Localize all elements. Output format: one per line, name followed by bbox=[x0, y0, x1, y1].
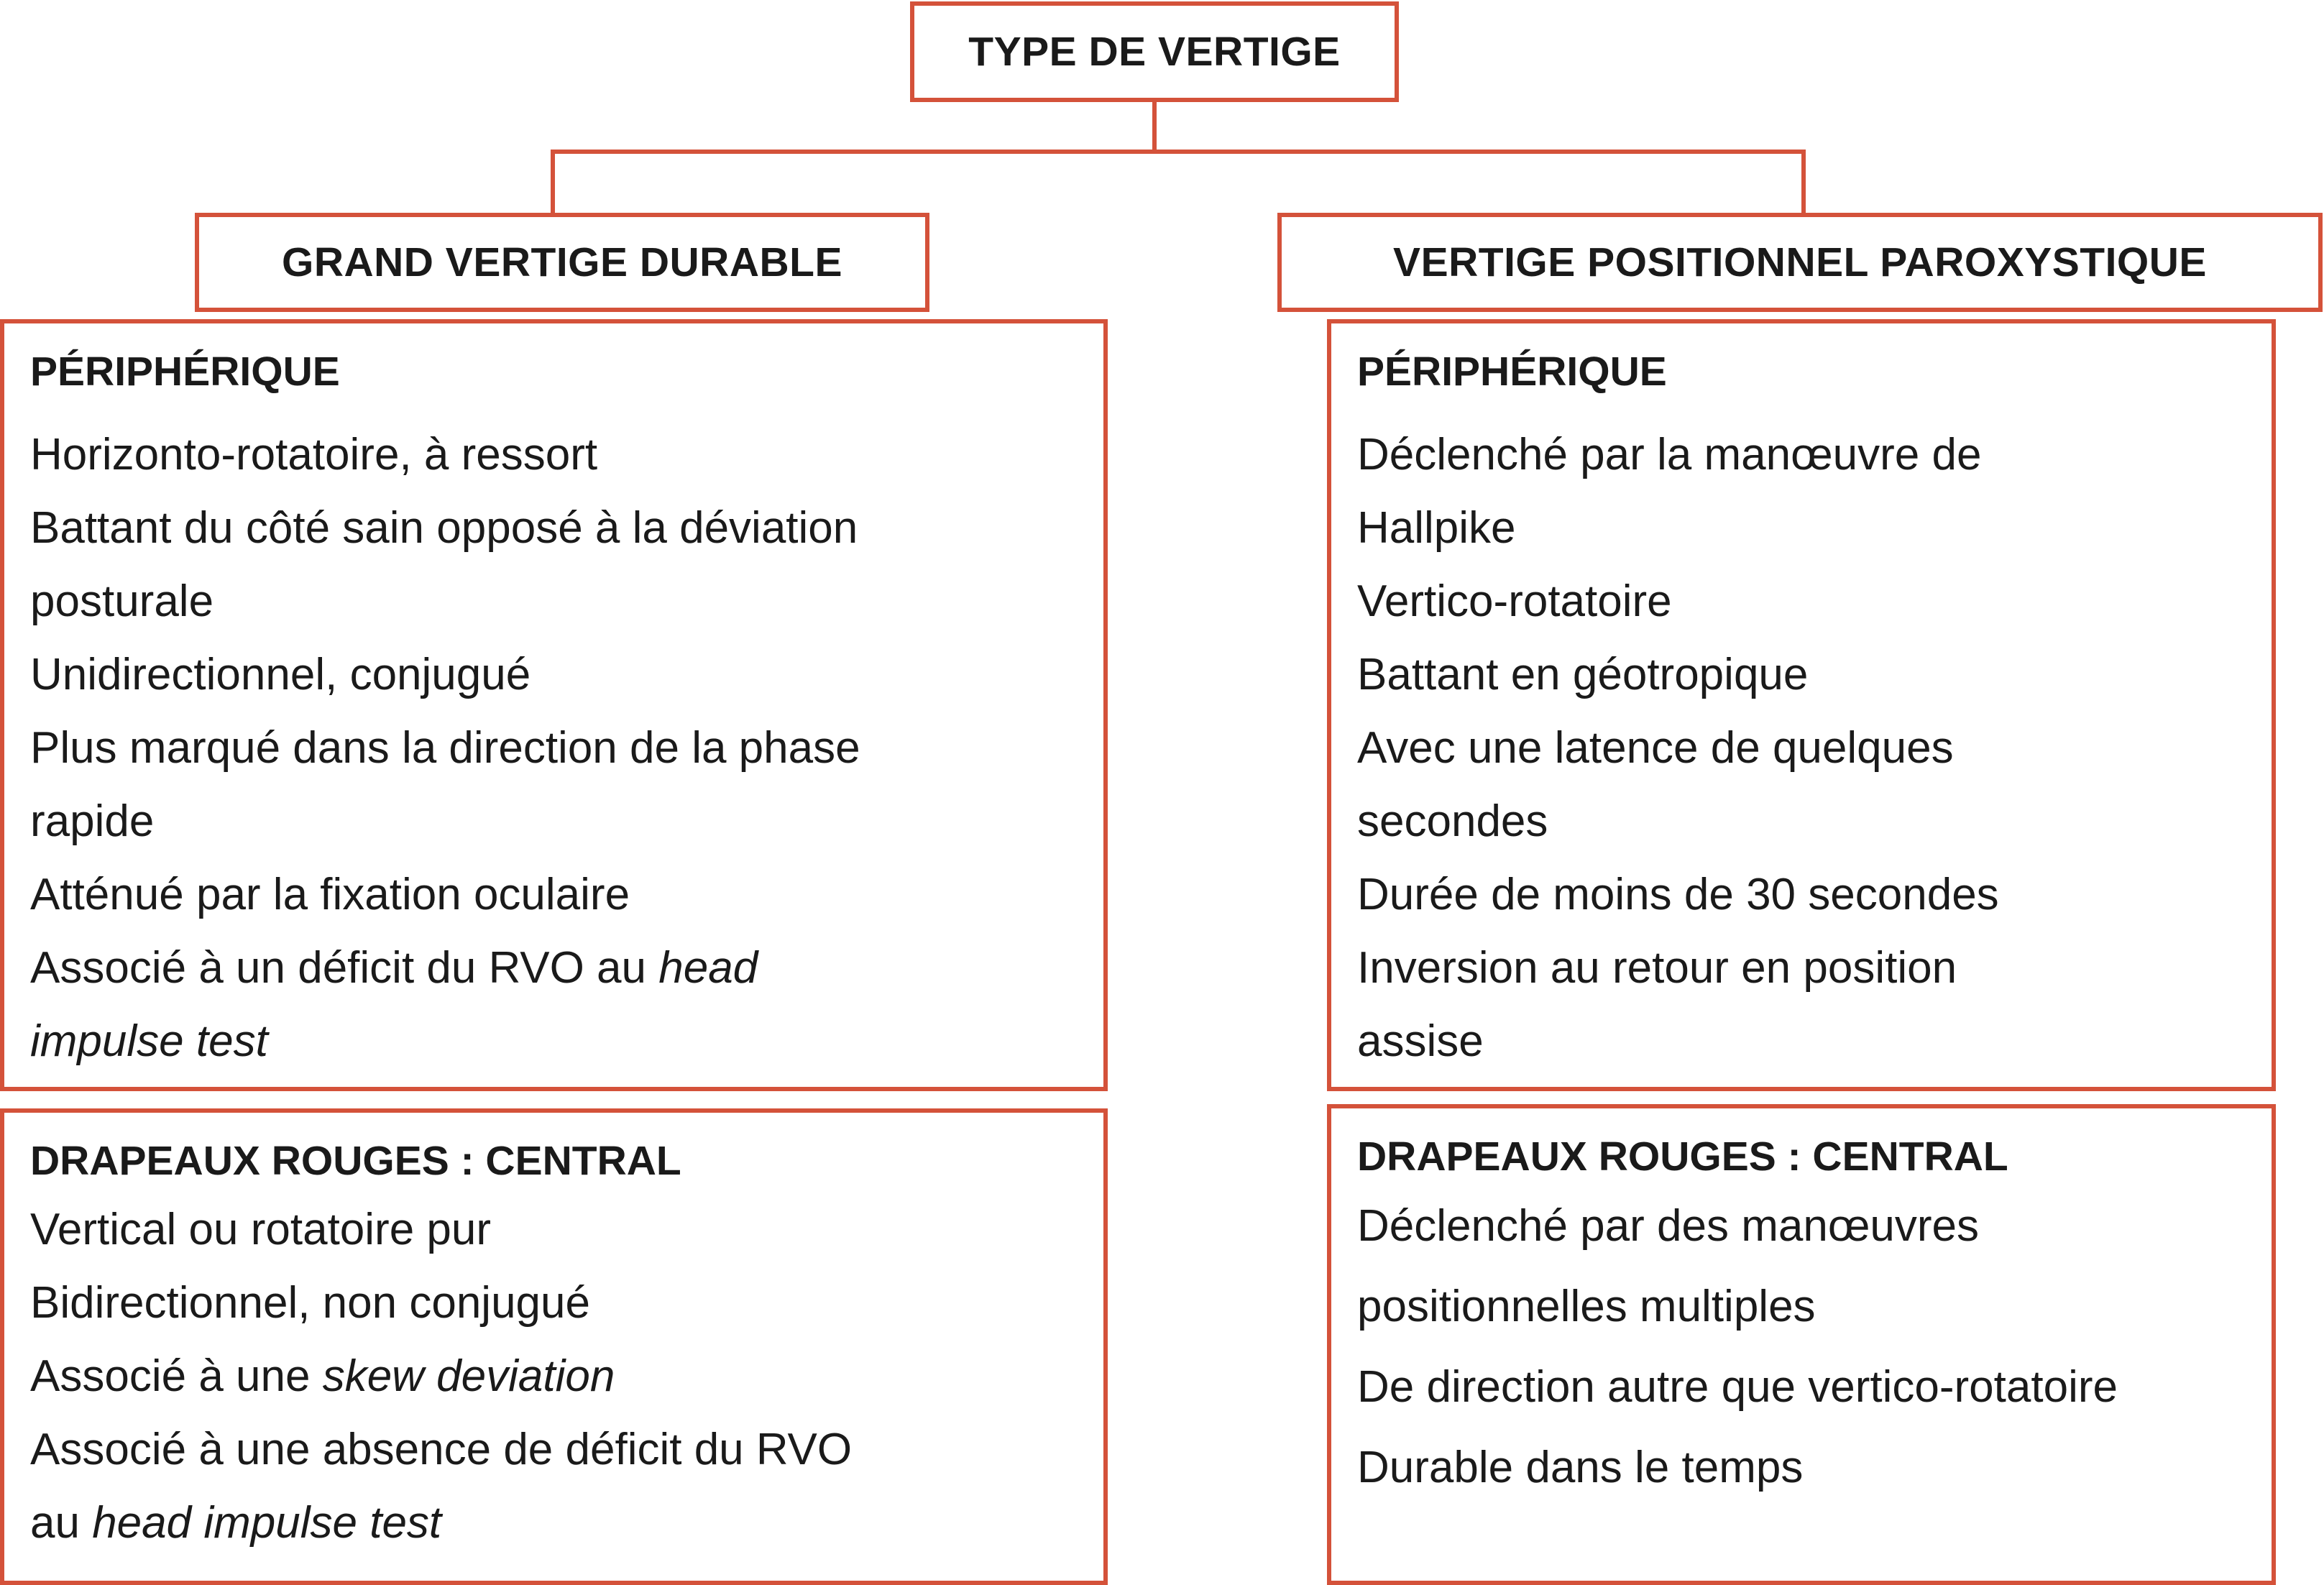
list-item bbox=[30, 1005, 1078, 1078]
list-item: posturale bbox=[30, 576, 214, 626]
connector-right-down bbox=[1801, 150, 1806, 214]
list-item: Durable dans le temps bbox=[1357, 1443, 1804, 1492]
list-item: Vertico-rotatoire bbox=[1357, 576, 1672, 626]
list-item: Inversion au retour en position bbox=[1357, 943, 1957, 993]
list-item: De direction autre que vertico-rotatoire bbox=[1357, 1362, 2118, 1412]
list-item: Durée de moins de 30 secondes bbox=[1357, 870, 1999, 919]
list-item: Atténué par la fixation oculaire bbox=[30, 870, 630, 919]
left-branch-node bbox=[195, 213, 929, 312]
connector-horizontal bbox=[551, 150, 1806, 154]
list-item: Plus marqué dans la direction de la phase bbox=[30, 723, 860, 773]
list-item: assise bbox=[1357, 1016, 1484, 1066]
list-item: secondes bbox=[1357, 796, 1548, 846]
left-peripheral-box bbox=[0, 319, 1108, 1091]
list-item bbox=[30, 932, 1078, 1005]
list-item: rapide bbox=[30, 796, 155, 846]
right-peripheral-list bbox=[1357, 418, 2246, 1078]
left-branch-title: GRAND VERTIGE DURABLE bbox=[281, 239, 843, 285]
left-central-box bbox=[0, 1108, 1108, 1585]
list-item: Battant du côté sain opposé à la déviation bbox=[30, 503, 858, 553]
list-item-text: Associé à un déficit du RVO au bbox=[30, 943, 659, 993]
left-central-list bbox=[30, 1193, 1078, 1560]
list-item-italic-text: head bbox=[658, 943, 758, 993]
list-item-text: Associé à une bbox=[30, 1351, 323, 1401]
list-item-italic-text: head impulse test bbox=[92, 1498, 442, 1548]
list-item: Avec une latence de quelques bbox=[1357, 723, 1954, 773]
list-item-italic-text: skew deviation bbox=[322, 1351, 615, 1401]
list-item bbox=[30, 1487, 1078, 1560]
left-peripheral-list bbox=[30, 418, 1078, 1078]
list-item: Vertical ou rotatoire pur bbox=[30, 1205, 492, 1254]
left-peripheral-heading: PÉRIPHÉRIQUE bbox=[30, 349, 340, 395]
right-central-heading: DRAPEAUX ROUGES : CENTRAL bbox=[1357, 1134, 2008, 1180]
left-central-heading: DRAPEAUX ROUGES : CENTRAL bbox=[30, 1138, 681, 1184]
root-node bbox=[910, 1, 1399, 102]
right-peripheral-heading: PÉRIPHÉRIQUE bbox=[1357, 349, 1667, 395]
right-peripheral-box bbox=[1327, 319, 2276, 1091]
right-central-list bbox=[1357, 1186, 2246, 1508]
connector-root-down bbox=[1152, 99, 1157, 154]
list-item: Déclenché par des manœuvres bbox=[1357, 1201, 1979, 1251]
list-item: Bidirectionnel, non conjugué bbox=[30, 1278, 590, 1328]
right-central-box bbox=[1327, 1104, 2276, 1585]
list-item: positionnelles multiples bbox=[1357, 1282, 1816, 1331]
list-item: Unidirectionnel, conjugué bbox=[30, 650, 531, 699]
right-branch-node bbox=[1277, 213, 2323, 312]
list-item: Hallpike bbox=[1357, 503, 1516, 553]
list-item-text: au bbox=[30, 1498, 93, 1548]
connector-left-down bbox=[551, 150, 555, 214]
list-item: Battant en géotropique bbox=[1357, 650, 1809, 699]
root-title: TYPE DE VERTIGE bbox=[968, 29, 1341, 75]
list-item bbox=[30, 1340, 1078, 1413]
list-item: Associé à une absence de déficit du RVO bbox=[30, 1425, 853, 1474]
list-item: Horizonto-rotatoire, à ressort bbox=[30, 430, 598, 479]
list-item-italic-text: impulse test bbox=[30, 1016, 268, 1066]
list-item: Déclenché par la manœuvre de bbox=[1357, 430, 1982, 479]
right-branch-title: VERTIGE POSITIONNEL PAROXYSTIQUE bbox=[1393, 239, 2207, 285]
